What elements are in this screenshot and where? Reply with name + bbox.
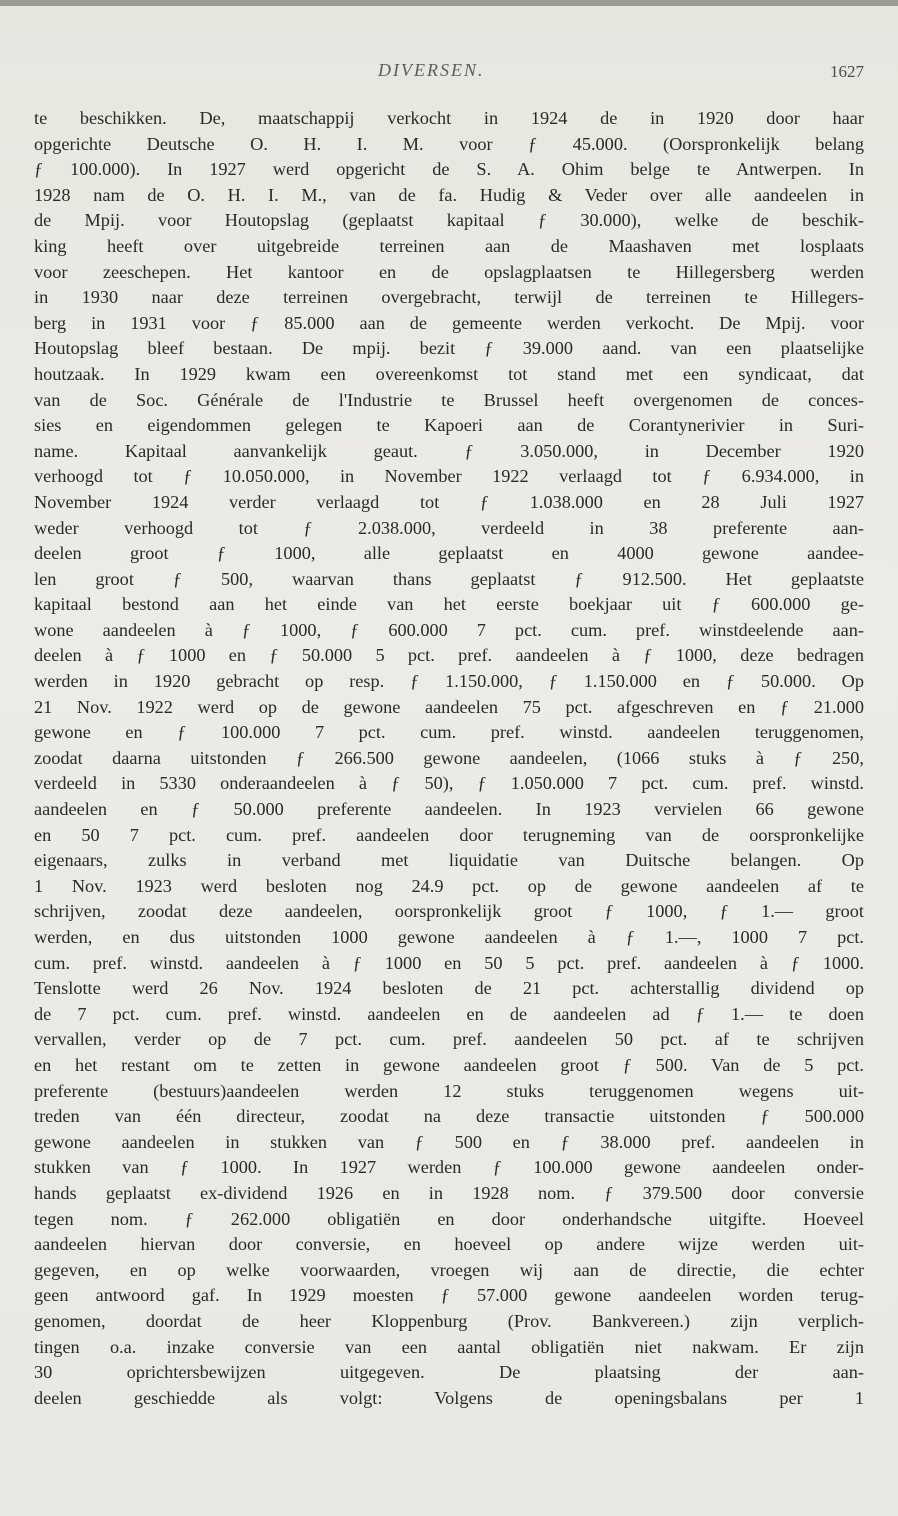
text-line: verdeeld in 5330 onderaandeelen à ƒ 50), ƒ 1.050.000 7 pct. cum. pref. winstd. (34, 773, 864, 794)
running-title: DIVERSEN. (378, 60, 485, 80)
text-line: tingen o.a. inzake conversie van een aantal obligatiën niet nakwam. Er zijn (34, 1336, 864, 1357)
text-line: berg in 1931 voor ƒ 85.000 aan de gemeente werden verkocht. De Mpij. voor (34, 312, 864, 333)
text-line: deelen à ƒ 1000 en ƒ 50.000 5 pct. pref. aandeelen à ƒ 1000, deze bedragen (34, 645, 864, 666)
text-line: vervallen, verder op de 7 pct. cum. pref. aandeelen 50 pct. af te schrijven (34, 1029, 864, 1050)
text-line: verhoogd tot ƒ 10.050.000, in November 1922 verlaagd tot ƒ 6.934.000, in (34, 466, 864, 487)
text-line: in 1930 naar deze terreinen overgebracht, terwijl de terreinen te Hillegers- (34, 287, 864, 308)
text-line: geen antwoord gaf. In 1929 moesten ƒ 57.000 gewone aandeelen worden terug- (34, 1285, 864, 1306)
text-line: genomen, doordat de heer Kloppenburg (Prov. Bankvereen.) zijn verplich- (34, 1310, 864, 1331)
text-line: November 1924 verder verlaagd tot ƒ 1.038.000 en 28 Juli 1927 (34, 491, 864, 512)
text-line: werden, en dus uitstonden 1000 gewone aandeelen à ƒ 1.—, 1000 7 pct. (34, 927, 864, 947)
text-line: tegen nom. ƒ 262.000 obligatiën en door onderhandsche uitgifte. Hoeveel (34, 1208, 864, 1229)
text-line: 30 oprichtersbewijzen uitgegeven. De plaatsing der aan- (34, 1362, 864, 1383)
text-line: hands geplaatst ex-dividend 1926 en in 1928 nom. ƒ 379.500 door conversie (34, 1182, 864, 1203)
text-line: deelen geschiedde als volgt: Volgens de openingsbalans per 1 (34, 1387, 864, 1408)
text-line: treden van één directeur, zoodat na deze transactie uitstonden ƒ 500.000 (34, 1106, 864, 1127)
page-number: 1627 (830, 62, 864, 81)
text-line: ƒ 100.000). In 1927 werd opgericht de S. A. Ohim belge te Antwerpen. In (34, 159, 864, 180)
text-line: king heeft over uitgebreide terreinen aan de Maashaven met losplaats (34, 235, 864, 256)
text-line: name. Kapitaal aanvankelijk geaut. ƒ 3.050.000, in December 1920 (34, 440, 864, 461)
text-line: cum. pref. winstd. aandeelen à ƒ 1000 en 50 5 pct. pref. aandeelen à ƒ 1000. (34, 952, 864, 973)
text-line: preferente (bestuurs)aandeelen werden 12 stuks teruggenomen wegens uit- (34, 1080, 864, 1101)
text-line: de Mpij. voor Houtopslag (geplaatst kapitaal ƒ 30.000), welke de beschik- (34, 210, 864, 231)
text-line: len groot ƒ 500, waarvan thans geplaatst ƒ 912.500. Het geplaatste (34, 568, 864, 589)
body-text (34, 106, 864, 1411)
text-line: gegeven, en op welke voorwaarden, vroegen wij aan de directie, die echter (34, 1259, 864, 1280)
text-line: voor zeeschepen. Het kantoor en de opslagplaatsen te Hillegersberg werden (34, 261, 864, 282)
text-line: zoodat daarna uitstonden ƒ 266.500 gewone aandeelen, (1066 stuks à ƒ 250, (34, 747, 864, 768)
text-line: opgerichte Deutsche O. H. I. M. voor ƒ 45.000. (Oorspronkelijk belang (34, 133, 864, 154)
text-line: gewone aandeelen in stukken van ƒ 500 en ƒ 38.000 pref. aandeelen in (34, 1131, 864, 1152)
text-line: schrijven, zoodat deze aandeelen, oorspronkelijk groot ƒ 1000, ƒ 1.— groot (34, 901, 864, 922)
text-line: 1928 nam de O. H. I. M., van de fa. Hudig & Veder over alle aandeelen in (34, 184, 864, 205)
text-line: stukken van ƒ 1000. In 1927 werden ƒ 100.000 gewone aandeelen onder- (34, 1157, 864, 1178)
text-line: gewone en ƒ 100.000 7 pct. cum. pref. winstd. aandeelen teruggenomen, (34, 722, 864, 743)
page-top-edge (0, 0, 898, 6)
text-line: Tenslotte werd 26 Nov. 1924 besloten de 21 pct. achterstallig dividend op (34, 978, 864, 999)
text-line: weder verhoogd tot ƒ 2.038.000, verdeeld in 38 preferente aan- (34, 517, 864, 538)
text-line: houtzaak. In 1929 kwam een overeenkomst tot stand met een syndicaat, dat (34, 363, 864, 384)
text-line: wone aandeelen à ƒ 1000, ƒ 600.000 7 pct. cum. pref. winstdeelende aan- (34, 619, 864, 640)
text-line: en het restant om te zetten in gewone aandeelen groot ƒ 500. Van de 5 pct. (34, 1054, 864, 1075)
text-line: kapitaal bestond aan het einde van het eerste boekjaar uit ƒ 600.000 ge- (34, 594, 864, 615)
text-line: deelen groot ƒ 1000, alle geplaatst en 4000 gewone aandee- (34, 543, 864, 564)
text-line: werden in 1920 gebracht op resp. ƒ 1.150.000, ƒ 1.150.000 en ƒ 50.000. Op (34, 671, 864, 692)
text-line: te beschikken. De, maatschappij verkocht in 1924 de in 1920 door haar (34, 108, 864, 128)
text-line: van de Soc. Générale de l'Industrie te Brussel heeft overgenomen de conces- (34, 389, 864, 410)
text-line: 1 Nov. 1923 werd besloten nog 24.9 pct. op de gewone aandeelen af te (34, 875, 864, 896)
text-line: Houtopslag bleef bestaan. De mpij. bezit ƒ 39.000 aand. van een plaatselijke (34, 338, 864, 359)
text-line: en 50 7 pct. cum. pref. aandeelen door terugneming van de oorspronkelijke (34, 824, 864, 845)
text-line: sies en eigendommen gelegen te Kapoeri aan de Corantynerivier in Suri- (34, 415, 864, 436)
text-line: de 7 pct. cum. pref. winstd. aandeelen en de aandeelen ad ƒ 1.— te doen (34, 1003, 864, 1024)
text-line: eigenaars, zulks in verband met liquidatie van Duitsche belangen. Op (34, 850, 864, 871)
text-line: aandeelen en ƒ 50.000 preferente aandeelen. In 1923 vervielen 66 gewone (34, 799, 864, 820)
text-line: aandeelen hiervan door conversie, en hoeveel op andere wijze werden uit- (34, 1234, 864, 1255)
text-line: 21 Nov. 1922 werd op de gewone aandeelen 75 pct. afgeschreven en ƒ 21.000 (34, 696, 864, 717)
